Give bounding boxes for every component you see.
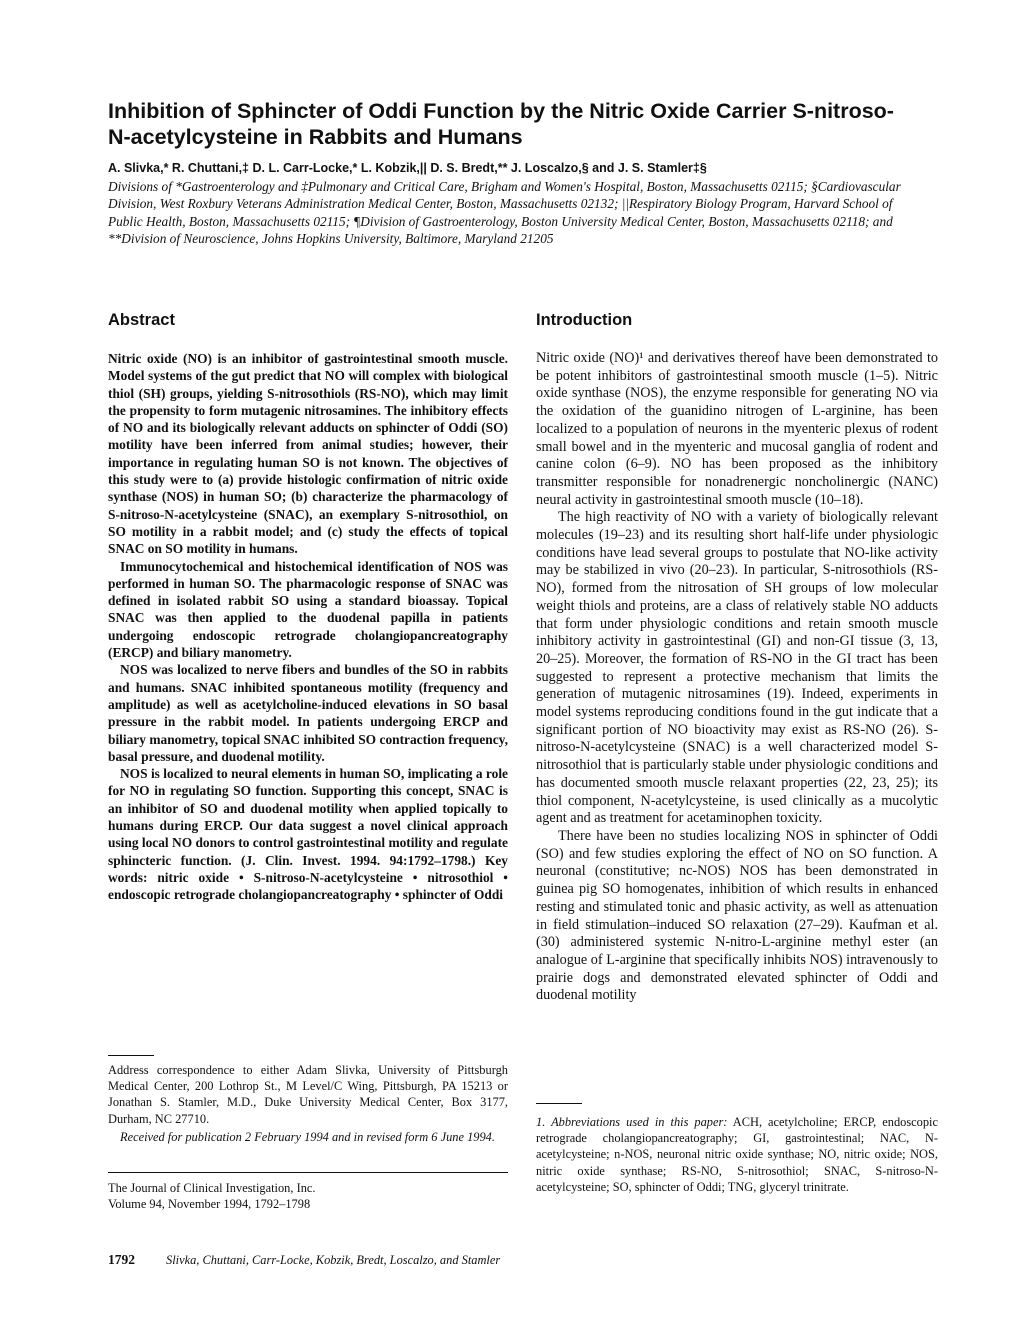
article-title-line-2: N-acetylcysteine in Rabbits and Humans (108, 125, 523, 149)
received-dates: Received for publication 2 February 1994 and in revised form 6 June 1994. (120, 1129, 495, 1144)
abstract-paragraph: Nitric oxide (NO) is an inhibitor of gastrointestinal smooth muscle. Model systems of the gut predict that NO will complex with biological thiol (SH) groups, yielding S-nitrosothiols (RS-NO), which may limit the propensity to form mutagenic nitrosamines. The inhibitory effects of NO and its biologically relevant adducts on sphincter of Oddi (SO) motility have been inferred from animal studies; however, their importance in regulating human SO is not known. The objectives of this study were to (a) provide histologic confirmation of nitric oxide synthase (NOS) in human SO; (b) characterize the pharmacology of S-nitroso-N-acetylcysteine (SNAC), an exemplary S-nitrosothiol, on SO motility in a rabbit model; and (c) study the effects of topical SNAC on SO motility in humans. (108, 351, 508, 557)
footnote-divider (536, 1103, 582, 1104)
abstract-paragraph: NOS was localized to nerve fibers and bundles of the SO in rabbits and humans. SNAC inhibited spontaneous motility (frequency and amplitude) as well as acetylcholine-induced elevations in SO basal pressure in the rabbit model. In patients undergoing ERCP and biliary manometry, topical SNAC inhibited SO contraction frequency, basal pressure, and duodenal motility. (108, 662, 508, 764)
footnote-text: ACH, acetylcholine; ERCP, endoscopic retrograde cholangiopancreatography; GI, gastrointestinal; NAC, N-acetylcysteine; n-NOS, neuronal nitric oxide synthase; NO, nitric oxide; NOS, nitric oxide synthase; RS-NO, S-nitrosothiol; SNAC, S-nitroso-N-acetylcysteine; SO, sphincter of Oddi; TNG, glyceryl trinitrate. (536, 1115, 938, 1194)
running-authors: Slivka, Chuttani, Carr-Locke, Kobzik, Bredt, Loscalzo, and Stamler (166, 1253, 501, 1267)
introduction-paragraph: There have been no studies localizing NOS in sphincter of Oddi (SO) and few studies exploring the effect of NO on SO function. A neuronal (constitutive; nc-NOS) NOS has been demonstrated in guinea pig SO homogenates, inhibition of which results in enhanced resting and stimulated tonic and phasic activity, as well as attenuation in field stimulation–induced SO relaxation (27–29). Kaufman et al. (30) administered systemic N-nitro-L-arginine methyl ester (an analogue of L-arginine that specifically inhibits NOS) intravenously to prairie dogs and demonstrated elevated sphincter of Oddi and duodenal motility (536, 827, 938, 1004)
affiliations: Divisions of *Gastroenterology and ‡Pulmonary and Critical Care, Brigham and Women's Hospital, Boston, Massachusetts 02115; §Cardiovascular Division, West Roxbury Veterans Administration Medical Center, Boston, Massachusetts 02132; ||Respiratory Biology Program, Harvard School of Public Health, Boston, Massachusetts 02115; ¶Division of Gastroenterology, Boston University Medical Center, Boston, Massachusetts 02118; and **Division of Neuroscience, Johns Hopkins University, Baltimore, Maryland 21205 (108, 179, 901, 246)
article-title (108, 98, 928, 150)
journal-divider (108, 1172, 508, 1173)
footnote-label: 1. Abbreviations used in this paper: (536, 1115, 728, 1129)
introduction-paragraph: The high reactivity of NO with a variety of biologically relevant molecules (19–23) and its resulting short half-life under physiologic conditions have lead several groups to postulate that NO-like activity may be stabilized in vivo (20–23). In particular, S-nitrosothiols (RS-NO), formed from the nitrosation of SH groups of low molecular weight thiols and proteins, are a class of relatively stable NO adducts that form under physiologic conditions and retain smooth muscle inhibitory activity in gastrointestinal (GI) and non-GI tissue (3, 13, 20–25). Moreover, the formation of RS-NO in the GI tract has been suggested to represent a protective mechanism that limits the generation of mutagenic nitrosamines (19). Indeed, experiments in model systems reproducing conditions found in the gut indicate that a significant portion of NO bioactivity may exist as RS-NO (26). S-nitroso-N-acetylcysteine (SNAC) is a well characterized model S-nitrosothiol that is particularly stable under physiologic conditions and has documented smooth muscle relaxant properties (22, 23, 25); its thiol component, N-acetylcysteine, is used clinically as a mucolytic agent and as treatment for acetaminophen toxicity. (536, 509, 938, 827)
journal-name: The Journal of Clinical Investigation, Inc. (108, 1181, 316, 1195)
abstract-paragraph: NOS is localized to neural elements in human SO, implicating a role for NO in regulating SO function. Supporting this concept, SNAC is an inhibitor of SO and duodenal motility when applied topically to humans during ERCP. Our data suggest a novel clinical approach using local NO donors to control gastrointestinal motility and regulate sphincteric function. (J. Clin. Invest. 1994. 94:1792–1798.) Key words: nitric oxide • S-nitroso-N-acetylcysteine • nitrosothiol • endoscopic retrograde cholangiopancreatography • sphincter of Oddi (108, 766, 508, 903)
abstract-heading: Abstract (108, 311, 175, 329)
introduction-section (536, 310, 938, 1005)
page-number: 1792 (108, 1252, 135, 1267)
abstract-paragraph: Immunocytochemical and histochemical identification of NOS was performed in human SO. The pharmacologic response of SNAC was defined in isolated rabbit SO using a standard bioassay. Topical SNAC was then applied to the duodenal papilla in patients undergoing endoscopic retrograde cholangiopancreatography (ERCP) and biliary manometry. (108, 558, 508, 661)
correspondence-address: Address correspondence to either Adam Slivka, University of Pittsburgh Medical Center, 200 Lothrop St., M Level/C Wing, Pittsburgh, PA 15213 or Jonathan S. Stamler, M.D., Duke University Medical Center, Box 3177, Durham, NC 27710. (108, 1063, 508, 1126)
correspondence-note (108, 1062, 508, 1145)
page-footer (108, 1252, 928, 1272)
correspondence-divider (108, 1055, 154, 1056)
journal-info (108, 1180, 508, 1212)
abbreviations-footnote (536, 1114, 938, 1195)
introduction-heading: Introduction (536, 311, 633, 329)
journal-volume: Volume 94, November 1994, 1792–1798 (108, 1197, 311, 1212)
author-list: A. Slivka,* R. Chuttani,‡ D. L. Carr-Locke,* L. Kobzik,|| D. S. Bredt,** J. Loscalzo,§ and J. S. Stamler‡§ (108, 161, 707, 175)
abstract-section (108, 310, 508, 904)
introduction-paragraph: Nitric oxide (NO)¹ and derivatives thereof have been demonstrated to be potent inhibitors of gastrointestinal smooth muscle (1–5). Nitric oxide synthase (NOS), the enzyme responsible for generating NO via the oxidation of the guanidino nitrogen of L-arginine, has been localized to a population of neurons in the myenteric plexus of rodent small bowel and in the myenteric and mucosal ganglia of rodent and canine colon (6–9). NO has been proposed as the inhibitory transmitter responsible for nonadrenergic noncholinergic (NANC) neural activity in gastrointestinal smooth muscle (10–18). (536, 350, 938, 508)
article-title-line-1: Inhibition of Sphincter of Oddi Function by the Nitric Oxide Carrier S-nitroso- (108, 99, 894, 123)
